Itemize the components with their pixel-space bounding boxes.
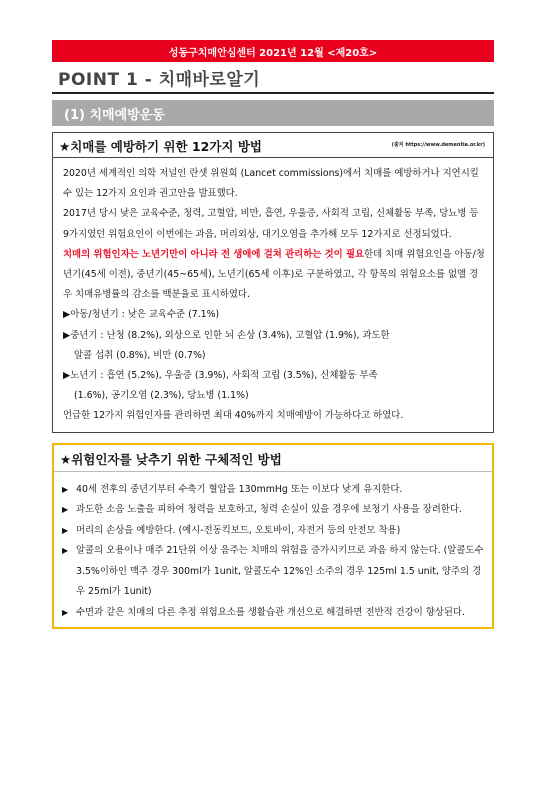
source-link[interactable]: (출처 https://www.dementia.or.kr) [391,142,485,148]
bullet-arrow-icon: ▶ [62,484,69,494]
twelve-methods-box [52,132,494,433]
bullet-arrow-icon: ▶ [62,546,69,556]
paragraph-lifespan-rest: 한데 치매 위험요인을 아동/청년기(45세 이전), 중년기(45~65세), 노년기(65세 이후)로 구분하였고, 각 항목의 위험요소를 없앨 경우 치매유병률의 감소를 백분율로 표시하였다. [63,248,485,301]
point-heading [52,68,494,94]
list-item-midlife-cont: 알콜 섭취 (0.8%), 비만 (0.7%) [74,349,206,361]
paragraph-risk-factors: 2017년 당시 낮은 교육수준, 청력, 고혈압, 비만, 흡연, 우울증, 사회적 고립, 신체활동 부족, 당뇨병 등 9가지였던 위험요인이 이번에는 과음, 머리외상, 대기오염을 추가해 모두 12가지로 선정되었다. [63,208,479,240]
list-item: ▶ 수면과 같은 치매의 다른 추정 위험요소를 생활습관 개선으로 해결하면 전반적 건강이 향상된다. [62,603,485,624]
list-item: ▶ 40세 전후의 중년기부터 수축기 혈압을 130mmHg 또는 이보다 낮게 유지한다. [62,480,485,501]
list-item-midlife: ▶중년기 : 난청 (8.2%), 외상으로 인한 뇌 손상 (3.4%), 고혈압 (1.9%), 과도한 [63,329,390,341]
newsletter-header-bar [52,40,494,62]
section-heading [52,100,494,126]
closing-sentence: 언급한 12가지 위험인자를 관리하면 최대 40%까지 치매예방이 가능하다고 하였다. [63,410,404,422]
section-title: (1) 치매예방운동 [64,107,165,123]
paragraph-lifespan [63,245,486,306]
twelve-methods-box-header [53,133,493,158]
list-item-late-life: ▶노년기 : 흡연 (5.2%), 우울증 (3.9%), 사회적 고립 (3.5%), 신체활동 부족 [63,370,378,382]
newsletter-page [52,40,494,629]
point-title: POINT 1 - 치매바로알기 [58,70,261,90]
twelve-methods-title: ★치매를 예방하기 위한 12가지 방법 [59,139,262,154]
twelve-methods-body [53,158,493,432]
risk-reduction-body [54,472,492,628]
list-item-youth: ▶아동/청년기 : 낮은 교육수준 (7.1%) [63,309,220,321]
bullet-arrow-icon: ▶ [62,525,69,535]
list-item: ▶ 알콜의 오용이나 매주 21단위 이상 음주는 치매의 위험을 증가시키므로 과음 하지 않는다. (알콜도수 3.5%이하인 맥주 경우 300ml가 1unit, 알콜도수 12%인 소주의 경우 125ml 1.5 unit, 양주의 경우 25ml가 1unit) [62,541,485,603]
highlight-text: 치매의 위험인자는 노년기만이 아니라 전 생애에 걸쳐 관리하는 것이 필요 [63,248,365,260]
bullet-arrow-icon: ▶ [62,607,69,617]
list-item: ▶ 머리의 손상을 예방한다. (예시-전동킥보드, 오토바이, 자전거 등의 안전모 착용) [62,521,485,542]
paragraph-lancet: 2020년 세계적인 의학 저널인 란셋 위원회 (Lancet commissions)에서 치매를 예방하거나 지연시킬 수 있는 12가지 요인과 권고안을 발표했다. [63,168,479,200]
risk-reduction-box [52,443,494,630]
risk-reduction-title: ★위험인자를 낮추기 위한 구체적인 방법 [60,451,282,467]
newsletter-header-text: 성동구치매안심센터 2021년 12월 <제20호> [168,47,378,59]
list-item-late-life-cont: (1.6%), 공기오염 (2.3%), 당뇨병 (1.1%) [74,390,249,402]
bullet-arrow-icon: ▶ [62,505,69,515]
risk-reduction-box-header [54,445,492,472]
list-item: ▶ 과도한 소음 노출을 피하여 청력을 보호하고, 청력 손실이 있을 경우에 보청기 사용을 장려한다. [62,500,485,521]
